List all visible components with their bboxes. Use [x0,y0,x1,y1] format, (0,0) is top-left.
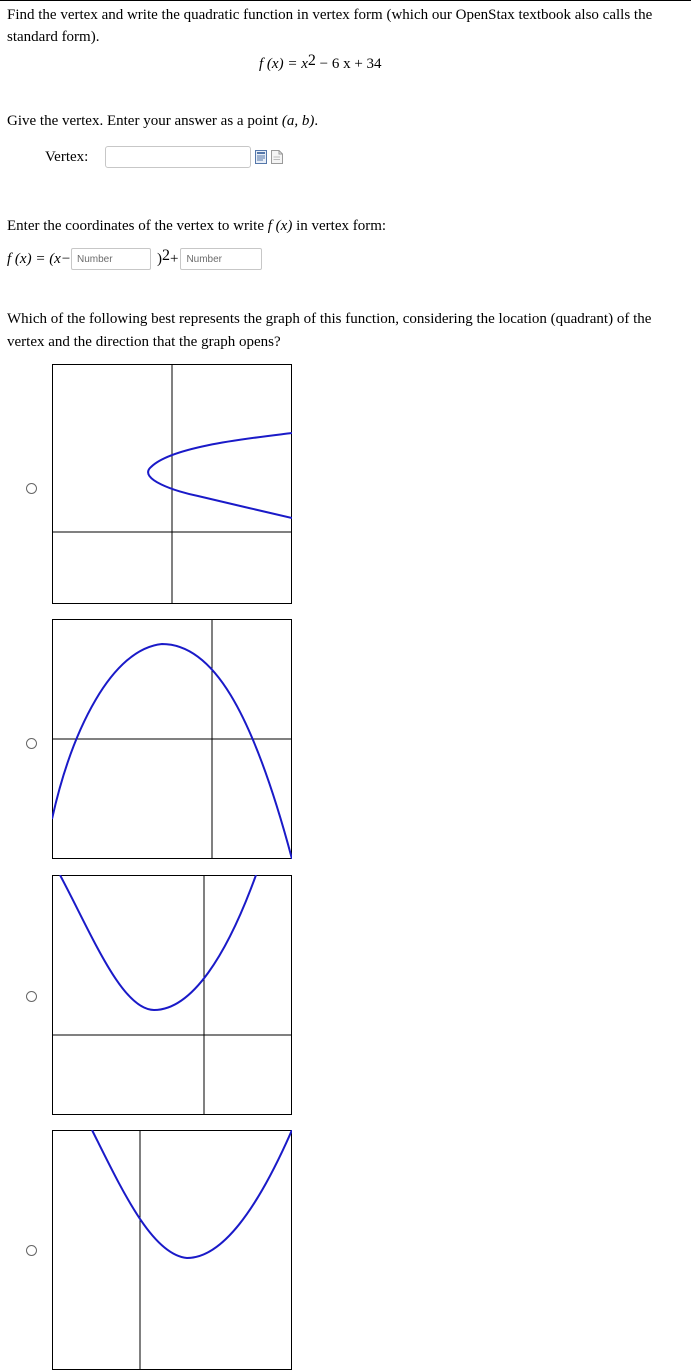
option-b-radio[interactable] [26,738,37,749]
plus-sign: + [169,250,179,267]
vertex-input[interactable] [105,146,251,168]
vertex-instruction-prefix: Give the vertex. Enter your answer as a point [7,113,282,129]
vertex-form-instruction-fn: f (x) [267,218,293,234]
vertex-instruction-suffix: . [314,113,319,129]
option-b-graph [52,619,292,859]
function-equation [259,52,382,73]
preview-icon[interactable] [255,150,267,164]
option-c-graph [52,875,292,1115]
equation-rhs: − 6 x + 34 [315,56,382,72]
vertex-form-instruction [7,218,386,235]
vertex-row [45,146,283,168]
vertex-label: Vertex: [45,148,89,165]
vertex-form-lhs: f (x) = (x− [7,250,71,267]
vertex-instruction-point: (a, b) [281,113,315,129]
h-input[interactable] [71,248,151,270]
square-term [156,247,170,268]
help-doc-icon[interactable] [271,150,283,164]
option-a-radio[interactable] [26,483,37,494]
square-close: ) [156,251,162,267]
vertex-form-instruction-suffix: in vertex form: [292,218,387,234]
option-d-radio[interactable] [26,1245,37,1256]
equation-exponent: 2 [307,52,316,69]
option-d-graph [52,1130,292,1370]
option-a-graph [52,364,292,604]
equation-lhs: f (x) = x [259,56,308,72]
vertex-instruction [7,113,318,130]
k-input[interactable] [180,248,262,270]
option-c-radio[interactable] [26,991,37,1002]
question-prompt: Find the vertex and write the quadratic function in vertex form (which our OpenStax textbook also calls the standard form). [7,7,653,45]
vertex-form-row [7,248,262,270]
graph-question: Which of the following best represents the graph of this function, considering the location (quadrant) of the vertex and the direction that the graph opens? [7,311,652,350]
square-exponent: 2 [161,247,170,264]
vertex-form-instruction-prefix: Enter the coordinates of the vertex to write [7,218,268,234]
top-rule [0,0,691,1]
